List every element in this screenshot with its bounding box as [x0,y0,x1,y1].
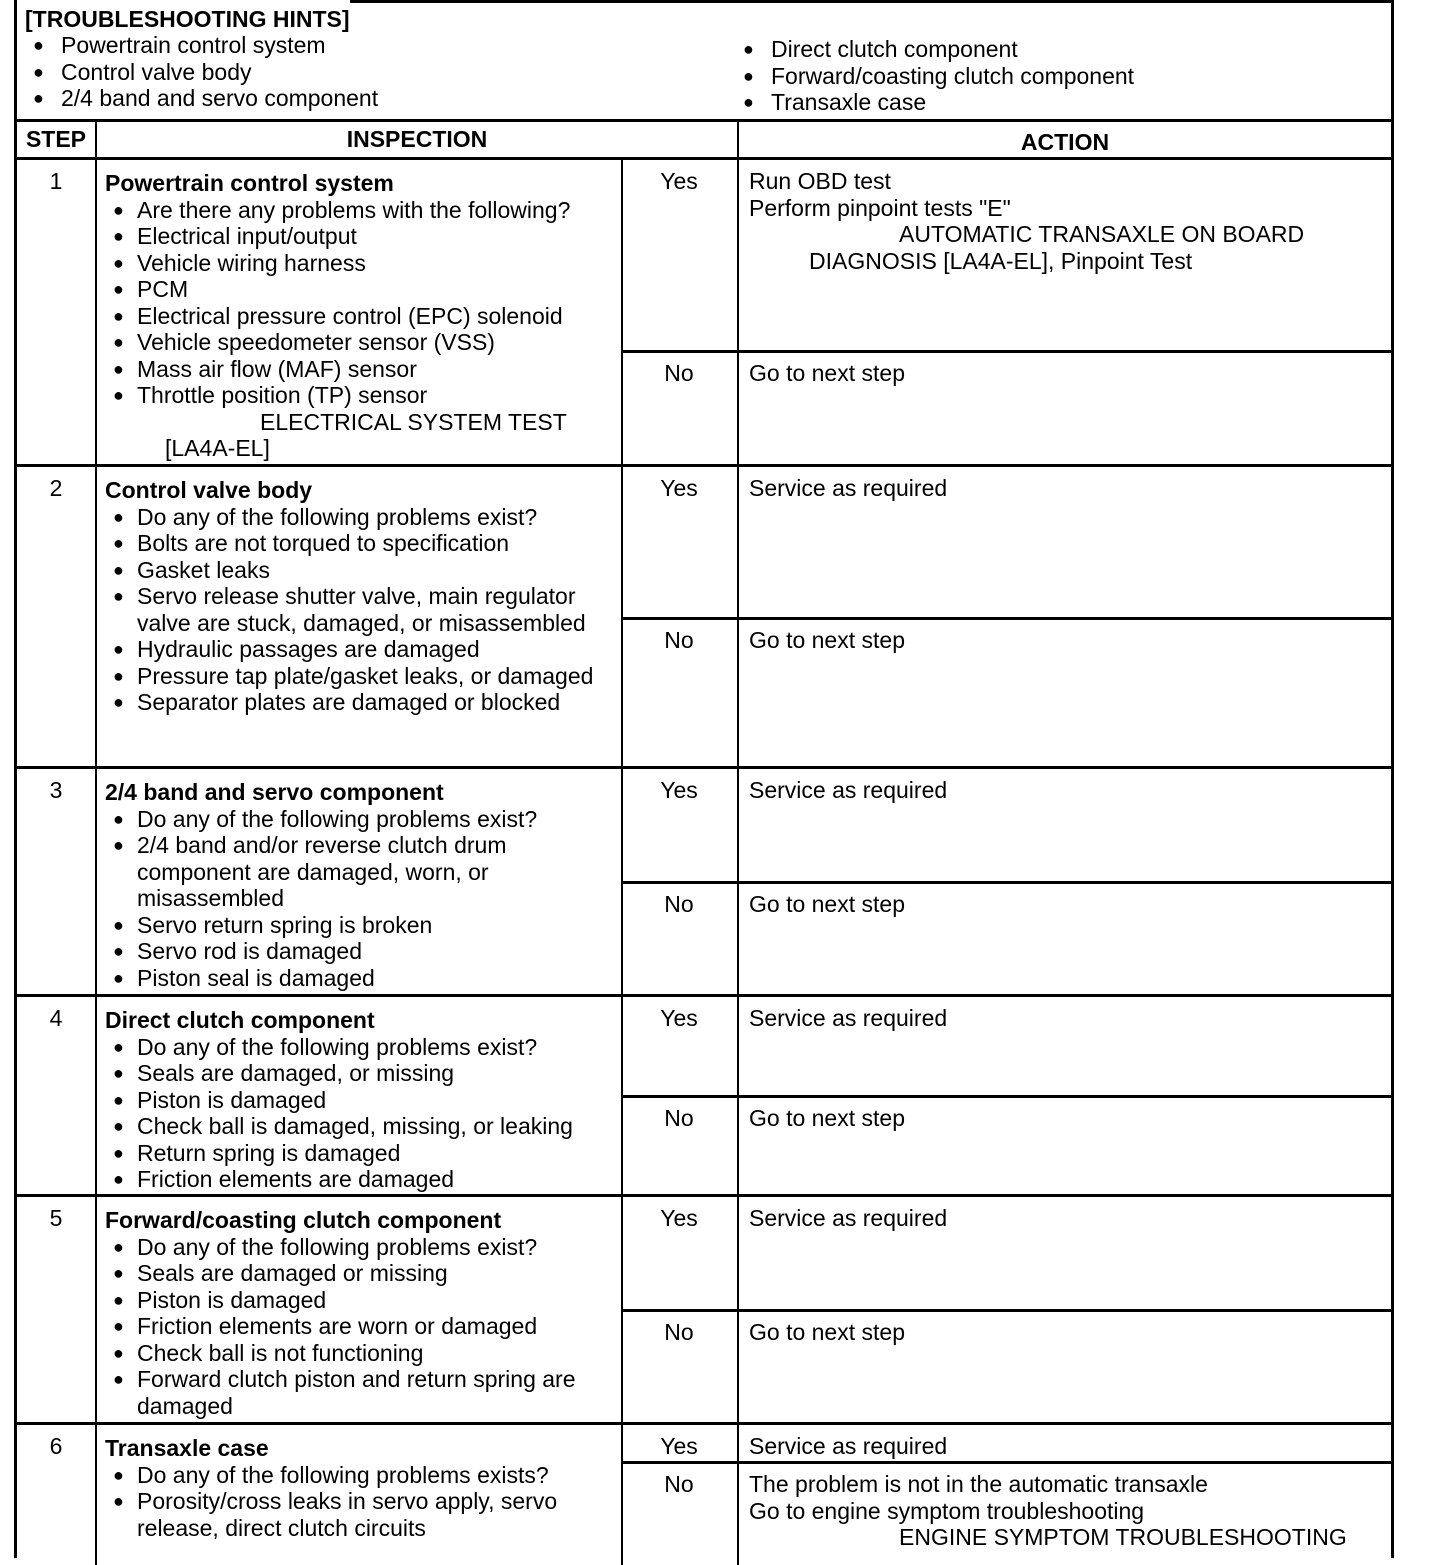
divider [95,467,97,766]
inspection-item: ● Vehicle wiring harness [113,249,366,276]
troubleshooting-hints [17,0,1391,122]
bullet-icon: ● [113,1464,124,1485]
bullet-icon: ● [113,941,124,961]
table-row [17,160,1391,467]
reference-note: ELECTRICAL SYSTEM TEST [260,408,567,435]
inspection-item: ● Check ball is damaged, missing, or leaking [113,1113,573,1139]
yes-action: Service as required [749,1205,948,1231]
no-action: Go to next step [749,627,905,653]
bullet-icon: ● [113,1142,124,1163]
inspection-title: Powertrain control system [105,170,394,196]
inspection-cell [105,1007,615,1193]
table-row [17,769,1391,997]
table-row [17,1197,1391,1425]
no-label: No [664,360,694,386]
table-row [17,997,1391,1197]
inspection-item: ● Do any of the following problems exist? [113,1033,538,1060]
bullet-icon: ● [113,1289,124,1310]
inspection-title: Forward/coasting clutch component [105,1207,502,1233]
bullet-icon: ● [113,1063,124,1083]
yes-no-divider [621,1461,1391,1464]
inspection-item: ● Throttle position (TP) sensor [113,382,428,408]
inspection-item: ● Check ball is not functioning [113,1339,424,1366]
no-label: No [664,1319,694,1345]
yes-label: Yes [660,1433,698,1459]
bullet-icon: ● [113,1342,124,1363]
no-action: Go to next step [749,891,905,917]
divider [95,1425,97,1565]
yes-no-divider [621,617,1391,620]
bullet-icon: ● [113,1116,124,1136]
no-action: Go to next step [749,360,905,386]
bullet-icon: ● [113,279,124,299]
bullet-icon: ● [113,1236,124,1257]
inspection-item: ● Forward clutch piston and return spring are damaged [113,1366,576,1419]
hint-item: ● Transaxle case [743,89,927,115]
inspection-cell [105,779,615,991]
step-number: 4 [49,1005,63,1031]
yes-label: Yes [660,168,698,194]
hints-title: [TROUBLESHOOTING HINTS] [25,6,350,32]
inspection-item: ● Mass air flow (MAF) sensor [113,355,417,382]
inspection-item: ● Separator plates are damaged or blocked [113,689,561,715]
inspection-item: ● Hydraulic passages are damaged [113,636,480,662]
bullet-icon: ● [113,1169,124,1189]
yes-action: Service as required [749,475,948,501]
inspection-item: ● Friction elements are damaged [113,1166,455,1192]
bullet-icon: ● [113,692,124,712]
inspection-item: ● Bolts are not torqued to specification [113,530,510,556]
yes-label: Yes [660,1005,698,1031]
bullet-icon: ● [113,533,124,553]
bullet-icon: ● [113,1263,124,1283]
bullet-icon: ● [113,639,124,659]
header-action: ACTION [1020,129,1110,155]
table-row [17,467,1391,769]
inspection-item: ● Do any of the following problems exists? [113,1461,549,1488]
divider [737,1425,739,1565]
no-label: No [664,891,694,917]
step-number: 6 [49,1433,63,1459]
bullet-icon: ● [113,559,124,580]
bullet-icon: ● [113,586,124,606]
bullet-icon: ● [113,1491,124,1511]
step-number: 3 [49,777,63,803]
yes-action: Service as required [749,1433,948,1459]
inspection-item: ● Gasket leaks [113,556,270,583]
step-number: 2 [49,475,63,501]
yes-label: Yes [660,475,698,501]
inspection-item: ● Piston is damaged [113,1286,327,1313]
bullet-icon: ● [113,835,124,855]
step-number: 1 [49,168,63,194]
bullet-icon: ● [113,1089,124,1110]
inspection-item: ● Servo release shutter valve, main regulator valve are stuck, damaged, or misassembled [113,583,586,636]
hint-item: ● 2/4 band and servo component [33,85,379,111]
bullet-icon: ● [743,39,754,59]
bullet-icon: ● [113,332,124,352]
bullet-icon: ● [33,35,44,55]
bullet-icon: ● [113,305,124,326]
no-label: No [664,627,694,653]
inspection-item: ● Servo return spring is broken [113,911,433,938]
yes-no-divider [621,1095,1391,1098]
yes-action: Run OBD test Perform pinpoint tests "E" AUTOMATIC TRANSAXLE ON BOARD DIAGNOSIS [LA4A-EL], Pinpoint Test [749,168,1305,274]
yes-label: Yes [660,1205,698,1231]
inspection-item: ● Return spring is damaged [113,1139,401,1166]
no-action: Go to next step [749,1105,905,1131]
bullet-icon: ● [113,808,124,829]
bullet-icon: ● [33,61,44,82]
yes-no-divider [621,881,1391,884]
inspection-item: ● Do any of the following problems exist? [113,503,538,530]
hints-right-list [739,36,1134,116]
inspection-cell [105,1435,615,1541]
inspection-item: ● Piston seal is damaged [113,964,375,991]
bullet-icon: ● [33,88,44,108]
step-number: 5 [49,1205,63,1231]
bullet-icon: ● [113,226,124,246]
divider [621,160,623,464]
inspection-item: ● Electrical input/output [113,223,357,249]
hint-item: ● Powertrain control system [33,32,326,58]
bullet-icon: ● [113,506,124,527]
inspection-item: ● Friction elements are worn or damaged [113,1313,538,1339]
inspection-title: Direct clutch component [105,1007,375,1033]
bullet-icon: ● [113,914,124,935]
bullet-icon: ● [113,1036,124,1057]
inspection-item: ● Pressure tap plate/gasket leaks, or damaged [113,662,594,689]
hint-item: ● Direct clutch component [743,36,1018,62]
inspection-cell [105,477,615,716]
yes-label: Yes [660,777,698,803]
bullet-icon: ● [113,1316,124,1336]
inspection-cell [105,170,615,462]
inspection-item: ● Porosity/cross leaks in servo apply, servo release, direct clutch circuits [113,1488,558,1541]
bullet-icon: ● [113,358,124,379]
yes-no-divider [621,1309,1391,1312]
header-inspection: INSPECTION [346,126,488,152]
inspection-item: ● PCM [113,276,189,302]
inspection-title: Transaxle case [105,1435,269,1461]
troubleshooting-sheet [14,0,1394,1558]
inspection-item: ● Vehicle speedometer sensor (VSS) [113,329,495,355]
hint-item: ● Forward/coasting clutch component [743,62,1135,89]
yes-action: Service as required [749,1005,948,1031]
inspection-title: 2/4 band and servo component [105,779,444,805]
bullet-icon: ● [113,252,124,273]
bullet-icon: ● [743,65,754,86]
divider [737,160,739,464]
hints-left-list [29,32,378,112]
inspection-item: ● Piston is damaged [113,1086,327,1113]
inspection-item: ● 2/4 band and/or reverse clutch drum component are damaged, worn, or misassembled [113,832,507,911]
hint-item: ● Control valve body [33,58,252,85]
bullet-icon: ● [743,92,754,112]
inspection-item: ● Do any of the following problems exist? [113,1233,538,1260]
no-action: The problem is not in the automatic transaxle Go to engine symptom troubleshooting ENGINE SYMPTOM TROUBLESHOOTING [749,1471,1347,1550]
table-header [17,122,1391,160]
divider [95,769,97,994]
divider [95,997,97,1194]
divider [95,1197,97,1422]
header-step: STEP [25,126,87,152]
yes-action: Service as required [749,777,948,803]
divider [95,160,97,464]
inspection-item: ● Do any of the following problems exist? [113,805,538,832]
inspection-cell [105,1207,615,1419]
yes-no-divider [621,350,1391,353]
inspection-item: ● Are there any problems with the following? [113,196,571,223]
no-label: No [664,1105,694,1131]
inspection-item: ● Seals are damaged or missing [113,1260,448,1286]
no-action: Go to next step [749,1319,905,1345]
bullet-icon: ● [113,665,124,686]
bullet-icon: ● [113,1369,124,1389]
reference-note: [LA4A-EL] [165,435,270,461]
table-row [17,1425,1391,1565]
inspection-item: ● Seals are damaged, or missing [113,1060,455,1086]
bullet-icon: ● [113,967,124,988]
bullet-icon: ● [113,385,124,405]
no-label: No [664,1471,694,1497]
inspection-title: Control valve body [105,477,313,503]
inspection-item: ● Electrical pressure control (EPC) solenoid [113,302,563,329]
inspection-item: ● Servo rod is damaged [113,938,363,964]
bullet-icon: ● [113,199,124,220]
